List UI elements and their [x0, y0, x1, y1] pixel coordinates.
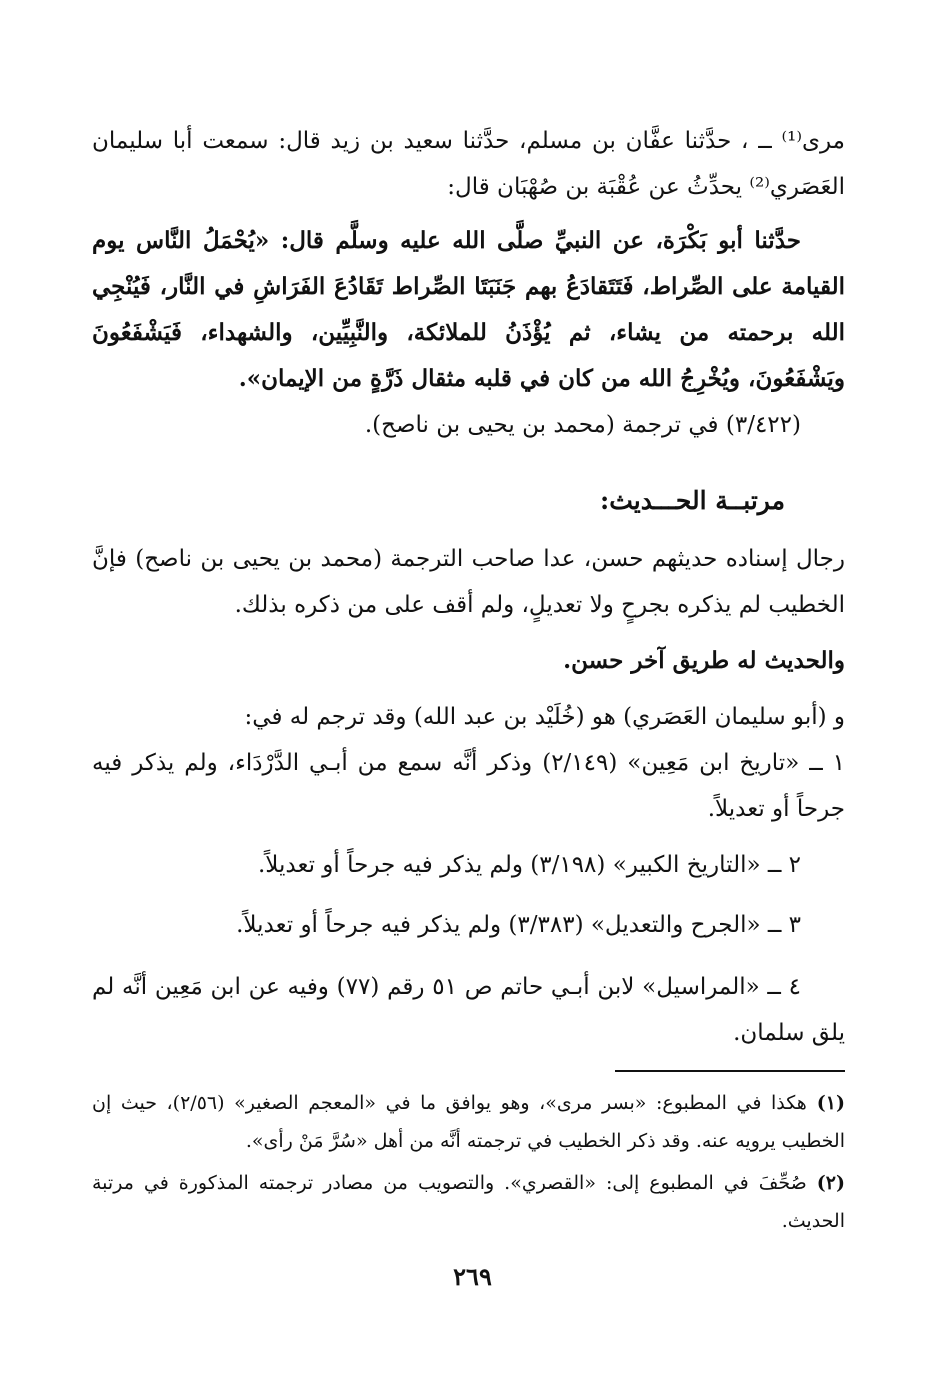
footnote-1-number: (١) — [816, 1092, 845, 1114]
footnote-1 — [92, 1084, 845, 1160]
paragraph-abu-sulayman: و (أبو سليمان العَصَري) هو (خُلَيْد بن عبد الله) وقد ترجم له في: — [244, 704, 845, 730]
paragraph-reference: (٣/٤٢٢) في ترجمة (محمد بن يحيى بن ناصح). — [364, 412, 801, 438]
page-body — [92, 118, 845, 1308]
list-item-3: ٣ ــ «الجرح والتعديل» (٣/٣٨٣) ولم يذكر فيه جرحاً أو تعديلاً. — [236, 912, 801, 938]
paragraph-intro: مرى⁽¹⁾ ــ ، حدَّثنا عفَّان بن مسلم، حدَّثنا سعيد بن زيد قال: سمعت أبا سليمان العَصَري⁽²⁾ يحدِّثُ عن عُقْبَة بن صُهْبَان قال: — [92, 128, 845, 200]
page-number: ٢٦٩ — [453, 1262, 492, 1291]
footnote-2 — [92, 1164, 845, 1240]
list-item-4: ٤ ــ «المراسيل» لابن أبـي حاتم ص ٥١ رقم (٧٧) وفيه عن ابن مَعِين أنَّه لم يلق سلمان. — [92, 974, 845, 1046]
section-heading: مرتبــة الحـــديث: — [600, 486, 785, 515]
paragraph-rijal: رجال إسناده حديثهم حسن، عدا صاحب الترجمة (محمد بن يحيى بن ناصح) فإنَّ الخطيب لم يذكره بجرحٍ ولا تعديلٍ، ولم أقف على من ذكره بذلك. — [92, 546, 845, 618]
footnote-divider — [615, 1070, 845, 1072]
footnote-1-text: هكذا في المطبوع: «بسر مرى»، وهو يوافق ما في «المعجم الصغير» (٢/٥٦)، حيث إن الخطيب يرويه عنه. وقد ذكر الخطيب في ترجمته أنَّه من أهل «سُرَّ مَنْ رأى». — [92, 1092, 845, 1152]
paragraph-tariq: والحديث له طريق آخر حسن. — [563, 647, 845, 674]
list-item-1: ١ ــ «تاريخ ابن مَعِين» (٢/١٤٩) وذكر أنَّه سمع من أبـي الدَّرْدَاء، ولم يذكر فيه جرحاً أو تعديلاً. — [92, 750, 845, 822]
list-item-2: ٢ ــ «التاريخ الكبير» (٣/١٩٨) ولم يذكر فيه جرحاً أو تعديلاً. — [257, 852, 801, 878]
paragraph-hadith: حدَّثنا أبو بَكْرَة، عن النبيِّ صلَّى الله عليه وسلَّم قال: «يُحْمَلُ النَّاس يوم القيامة على الصِّراط، فَتَتَقادَعُ بهم جَنَبَتَا الصِّراط تَقَادُعَ الفَرَاشِ في النَّار، فَيُنْجِي الله برحمته من يشاء، ثم يُؤْذَنُ للملائكة، والنَّبِيِّين، والشهداء، فَيَشْفَعُونَ ويَشْفَعُونَ، ويُخْرِجُ الله من كان في قلبه مثقال ذَرَّةٍ من الإيمان». — [92, 227, 845, 392]
footnote-2-text: صُحِّفَ في المطبوع إلى: «القصري». والتصويب من مصادر ترجمته المذكورة في مرتبة الحديث. — [92, 1172, 845, 1232]
footnote-2-number: (٢) — [816, 1172, 845, 1194]
